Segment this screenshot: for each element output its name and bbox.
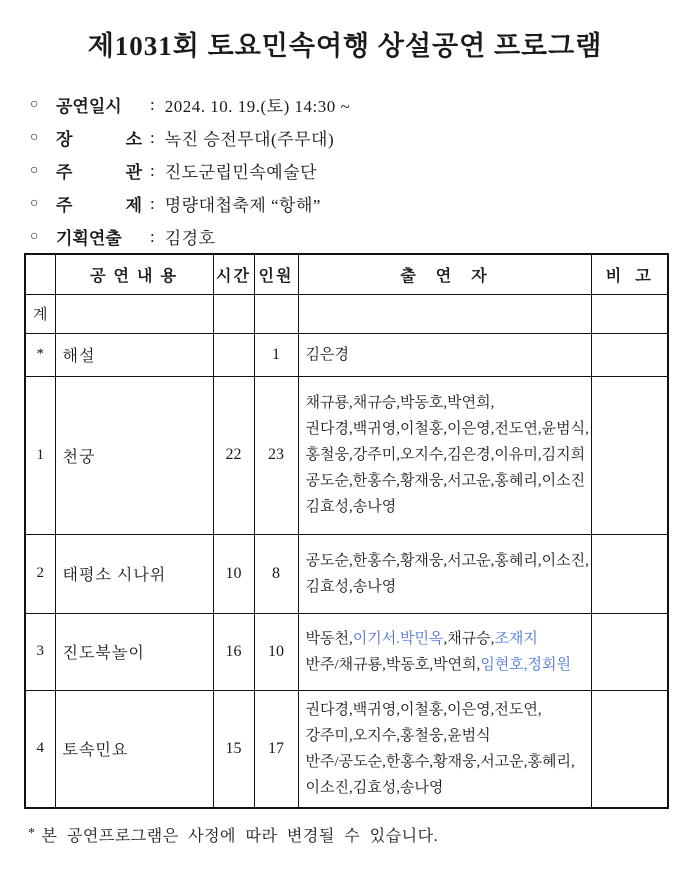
content-cell: 진도북놀이 [55, 613, 213, 690]
info-value-venue: 녹진 승전무대(주무대) [164, 130, 335, 149]
performer-name: 채규룡,채규승,박동호,박연희, [305, 395, 495, 411]
content-cell: 토속민요 [55, 690, 213, 808]
performer-name: 공도순,한홍수,황재웅,서고운,홍혜리,이소진, [305, 552, 589, 569]
table-row-4 [25, 690, 668, 808]
note-cell [591, 376, 668, 534]
performers-line [306, 749, 587, 775]
performer-name-highlighted: 임현호,정회원 [480, 656, 572, 673]
col-header-people: 인원 [254, 254, 298, 294]
performer-name: 이소진,김효성,송나영 [305, 779, 444, 796]
time-cell: 16 [213, 613, 254, 690]
info-line-venue [30, 121, 690, 154]
row-index-cell: 3 [25, 613, 55, 690]
row-index-cell: * [25, 333, 55, 376]
performers-line [306, 574, 587, 600]
table-header-row [25, 254, 668, 294]
page-title: 제1031회 토요민속여행 상설공연 프로그램 [87, 31, 603, 61]
note-cell [591, 294, 668, 333]
performer-name-highlighted: 이기서.박민옥 [352, 630, 444, 647]
performers-cell [298, 333, 591, 376]
info-value-datetime: 2024. 10. 19.(토) 14:30 ~ [164, 97, 351, 116]
performers-line [306, 548, 587, 574]
table-row-total [25, 294, 668, 333]
people-cell: 1 [254, 333, 298, 376]
note-cell [591, 333, 668, 376]
table-row-1 [25, 376, 668, 534]
performers-line [306, 342, 587, 368]
circle-bullet-icon: ○ [30, 96, 39, 112]
performer-name: 김효성,송나영 [305, 578, 397, 595]
performer-name: 반주/채규룡,박동호,박연희, [305, 656, 481, 673]
row-index-cell: 1 [25, 376, 55, 534]
colon-separator: : [150, 127, 155, 147]
performers-line [306, 626, 587, 652]
time-cell: 10 [213, 534, 254, 613]
performers-line [306, 442, 587, 468]
people-cell: 17 [254, 690, 298, 808]
performer-name: 강주미,오지수,홍철웅,윤범식 [305, 727, 491, 744]
circle-bullet-icon: ○ [30, 195, 39, 211]
performer-name: 김은경 [305, 346, 349, 363]
content-cell [55, 294, 213, 333]
info-label-venue: 장 소 [56, 130, 142, 149]
col-header-time: 시간 [213, 254, 254, 294]
col-header-index [25, 254, 55, 294]
footnote [28, 823, 690, 846]
colon-separator: : [150, 94, 155, 114]
info-label-organizer: 주 관 [56, 163, 142, 182]
info-label-datetime: 공연일시 [56, 97, 122, 116]
performer-name: 공도순,한홍수,황재웅,서고운,홍혜리,이소진 [305, 473, 586, 489]
performers-line [306, 723, 587, 749]
performers-line [306, 697, 587, 723]
note-cell [591, 613, 668, 690]
info-value-director: 김경호 [164, 229, 216, 248]
performers-line [306, 416, 587, 442]
performers-line [306, 775, 587, 801]
info-line-datetime [30, 88, 690, 121]
col-header-performers: 출 연 자 [298, 254, 591, 294]
table-row-3 [25, 613, 668, 690]
info-block [0, 88, 690, 253]
colon-separator: : [150, 226, 155, 246]
performers-line [306, 390, 587, 416]
circle-bullet-icon: ○ [30, 162, 39, 178]
performers-cell [298, 534, 591, 613]
performers-line [306, 652, 587, 678]
performers-cell [298, 613, 591, 690]
table-row-2 [25, 534, 668, 613]
info-value-organizer: 진도군립민속예술단 [164, 163, 318, 182]
info-line-organizer [30, 154, 690, 187]
footnote-text: 본 공연프로그램은 사정에 따라 변경될 수 있습니다. [41, 828, 439, 845]
col-header-content: 공 연 내 용 [55, 254, 213, 294]
performers-cell [298, 690, 591, 808]
note-cell [591, 690, 668, 808]
time-cell [213, 294, 254, 333]
performer-name: 권다경,백귀영,이철홍,이은영,전도연,윤범식, [305, 421, 589, 437]
info-line-director [30, 220, 690, 253]
performers-cell [298, 294, 591, 333]
performer-name: ,채규승, [443, 630, 495, 647]
program-table [24, 253, 669, 809]
colon-separator: : [150, 160, 155, 180]
people-cell: 8 [254, 534, 298, 613]
content-cell: 해설 [55, 333, 213, 376]
performers-line [306, 468, 587, 494]
performer-name: 반주/공도순,한홍수,황재웅,서고운,홍혜리, [305, 753, 575, 770]
time-cell: 15 [213, 690, 254, 808]
col-header-note: 비 고 [591, 254, 668, 294]
performers-cell [298, 376, 591, 534]
circle-bullet-icon: ○ [30, 129, 39, 145]
colon-separator: : [150, 193, 155, 213]
performer-name: 김효성,송나영 [305, 499, 397, 515]
people-cell: 10 [254, 613, 298, 690]
info-line-theme [30, 187, 690, 220]
note-cell [591, 534, 668, 613]
row-index-cell: 계 [25, 294, 55, 333]
asterisk-marker: * [28, 826, 36, 841]
content-cell: 태평소 시나위 [55, 534, 213, 613]
performers-line [306, 494, 587, 520]
info-label-director: 기획연출 [56, 229, 122, 248]
table-row-narration [25, 333, 668, 376]
performer-name: 홍철웅,강주미,오지수,김은경,이유미,김지희 [305, 447, 586, 463]
row-index-cell: 4 [25, 690, 55, 808]
content-cell: 천궁 [55, 376, 213, 534]
info-label-theme: 주 제 [56, 196, 142, 215]
people-cell [254, 294, 298, 333]
row-index-cell: 2 [25, 534, 55, 613]
performer-name: 권다경,백귀영,이철홍,이은영,전도연, [305, 701, 542, 718]
circle-bullet-icon: ○ [30, 228, 39, 244]
time-cell [213, 333, 254, 376]
people-cell: 23 [254, 376, 298, 534]
time-cell: 22 [213, 376, 254, 534]
info-value-theme: 명량대첩축제 “항해” [164, 196, 321, 215]
performer-name: 박동천, [305, 630, 353, 647]
performer-name-highlighted: 조재지 [494, 630, 538, 647]
